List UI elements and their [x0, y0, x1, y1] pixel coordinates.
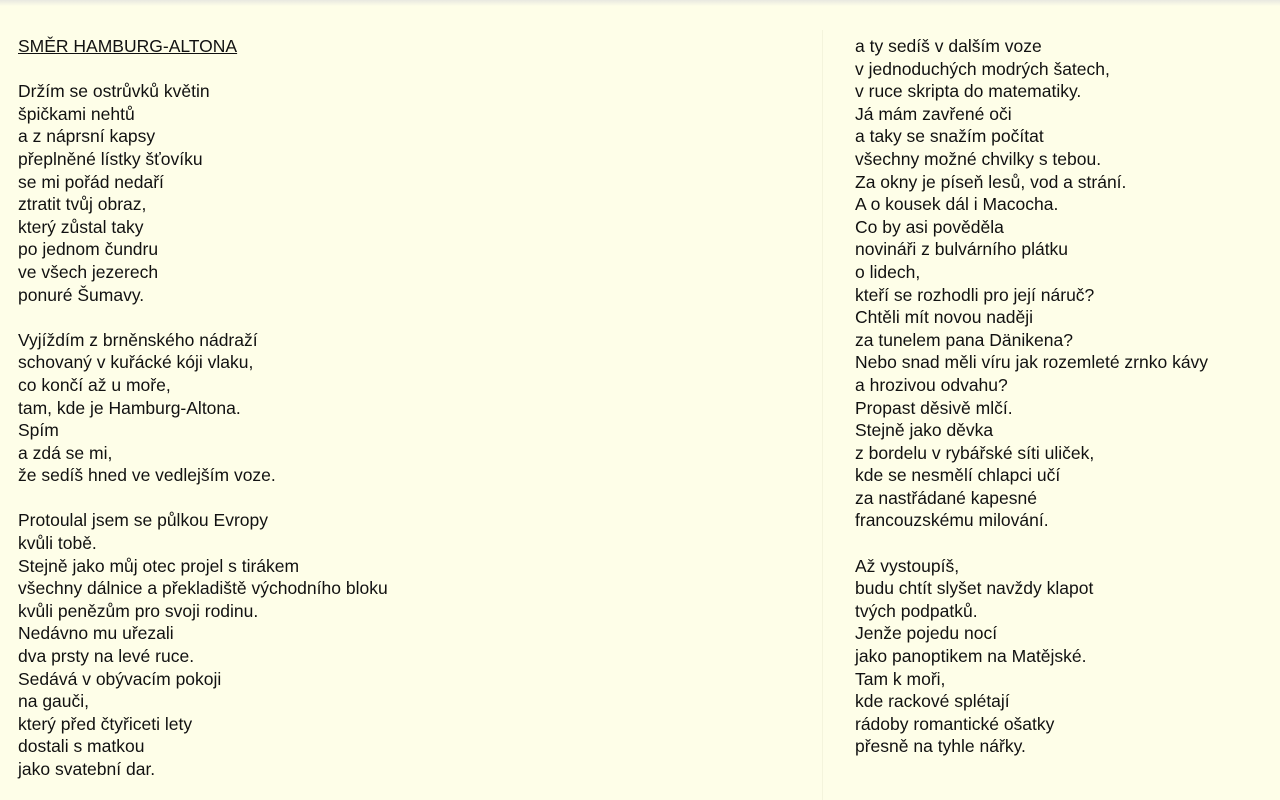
poem-line: kde rackové splétají — [855, 691, 1010, 712]
poem-line: Chtěli mít novou naději — [855, 307, 1034, 328]
poem-line: špičkami nehtů — [18, 103, 135, 124]
poem-line: v ruce skripta do matematiky. — [855, 81, 1082, 102]
poem-line: Držím se ostrůvků květin — [18, 81, 210, 102]
column-divider — [822, 30, 823, 800]
poem-line: budu chtít slyšet navždy klapot — [855, 578, 1094, 599]
poem-line: v jednoduchých modrých šatech, — [855, 58, 1110, 79]
poem-line: a zdá se mi, — [18, 442, 113, 463]
poem-line: Co by asi pověděla — [855, 216, 1004, 237]
poem-line: z bordelu v rybářské síti uliček, — [855, 442, 1095, 463]
poem-line: co končí až u moře, — [18, 374, 171, 395]
poem-line: za tunelem pana Dänikena? — [855, 329, 1073, 350]
poem-line: Až vystoupíš, — [855, 555, 960, 576]
right-stanza-container — [855, 35, 1275, 758]
poem-line: a hrozivou odvahu? — [855, 374, 1008, 395]
poem-line: Spím — [18, 420, 59, 441]
poem-line: a z náprsní kapsy — [18, 126, 156, 147]
poem-line: dva prsty na levé ruce. — [18, 646, 195, 667]
stanza — [18, 329, 808, 487]
poem-line: Jenže pojedu nocí — [855, 623, 998, 644]
poem-line: ztratit tvůj obraz, — [18, 194, 147, 215]
poem-line: kvůli tobě. — [18, 533, 97, 554]
poem-line: Já mám zavřené oči — [855, 103, 1012, 124]
poem-line: schovaný v kuřácké kóji vlaku, — [18, 352, 254, 373]
poem-line: všechny možné chvilky s tebou. — [855, 148, 1102, 169]
poem-line: na gauči, — [18, 691, 90, 712]
poem-line: tvých podpatků. — [855, 600, 978, 621]
left-stanza-container — [18, 80, 808, 780]
poem-line: ve všech jezerech — [18, 261, 159, 282]
poem-line: který před čtyřiceti lety — [18, 713, 193, 734]
page-top-edge — [0, 0, 1280, 6]
poem-title: SMĚR HAMBURG-ALTONA — [18, 36, 238, 56]
poem-line: se mi pořád nedaří — [18, 171, 164, 192]
poem-line: tam, kde je Hamburg-Altona. — [18, 397, 241, 418]
poem-line: za nastřádané kapesné — [855, 487, 1037, 508]
poem-line: jako svatební dar. — [18, 759, 156, 779]
poem-line: novináři z bulvárního plátku — [855, 239, 1069, 260]
poem-line: kvůli penězům pro svoji rodinu. — [18, 600, 259, 621]
poem-line: francouzskému milování. — [855, 510, 1049, 531]
poem-line: Protoulal jsem se půlkou Evropy — [18, 510, 268, 531]
stanza — [18, 80, 808, 306]
poem-line: který zůstal taky — [18, 216, 144, 237]
poem-line: Tam k moři, — [855, 668, 946, 689]
poem-line: a taky se snažím počítat — [855, 126, 1044, 147]
poem-line: o lidech, — [855, 261, 921, 282]
poem-line: kteří se rozhodli pro její náruč? — [855, 284, 1095, 305]
poem-line: Vyjíždím z brněnského nádraží — [18, 329, 258, 350]
poem-right-column — [855, 35, 1275, 781]
poem-line: Nedávno mu uřezali — [18, 623, 174, 644]
poem-left-column — [18, 35, 808, 800]
poem-line: Stejně jako můj otec projel s tirákem — [18, 555, 300, 576]
poem-line: Nebo snad měli víru jak rozemleté zrnko kávy — [855, 352, 1209, 373]
poem-line: Stejně jako děvka — [855, 420, 994, 441]
poem-line: A o kousek dál i Macocha. — [855, 194, 1059, 215]
poem-line: Propast děsivě mlčí. — [855, 397, 1013, 418]
poem-line: kde se nesmělí chlapci učí — [855, 465, 1061, 486]
poem-line: přesně na tyhle nářky. — [855, 736, 1026, 757]
poem-line: rádoby romantické ošatky — [855, 713, 1055, 734]
poem-line: všechny dálnice a překladiště východního bloku — [18, 578, 388, 599]
poem-line: přeplněné lístky šťovíku — [18, 148, 203, 169]
poem-line: Za okny je píseň lesů, vod a strání. — [855, 171, 1127, 192]
poem-line: po jednom čundru — [18, 239, 159, 260]
poem-line: Sedává v obývacím pokoji — [18, 668, 222, 689]
poem-line: jako panoptikem na Matějské. — [855, 646, 1087, 667]
poem-line: že sedíš hned ve vedlejším voze. — [18, 465, 276, 486]
poem-line: a ty sedíš v dalším voze — [855, 36, 1042, 56]
poem-line: dostali s matkou — [18, 736, 145, 757]
poem-line: ponuré Šumavy. — [18, 284, 145, 305]
stanza — [855, 35, 1275, 532]
stanza — [855, 555, 1275, 758]
stanza — [18, 509, 808, 780]
